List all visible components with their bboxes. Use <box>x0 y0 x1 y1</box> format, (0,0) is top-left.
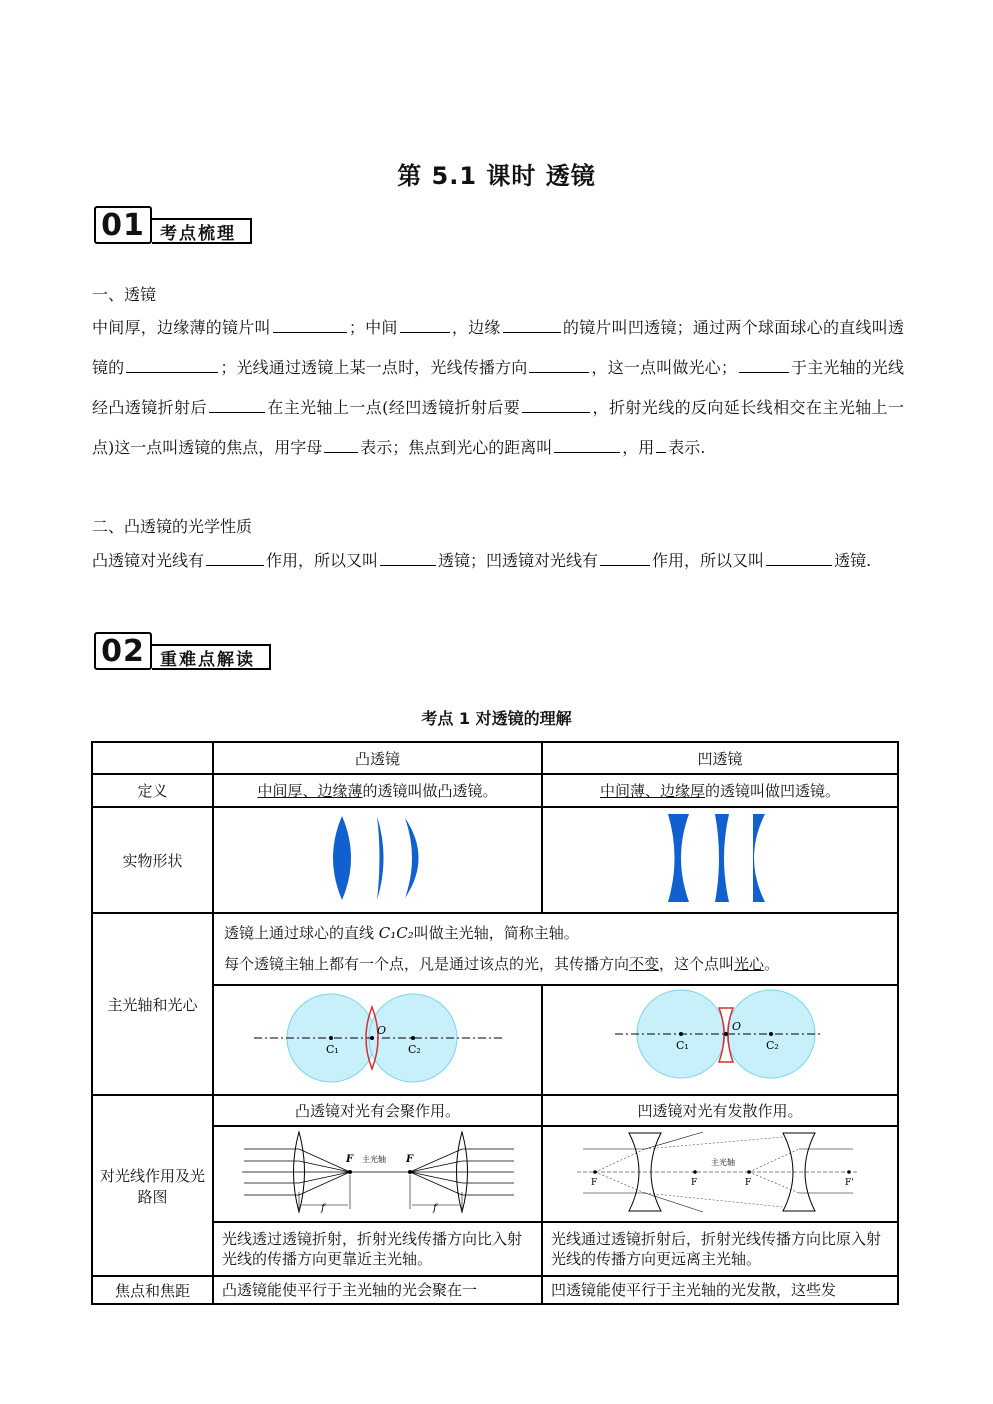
part2-paragraph <box>92 541 904 581</box>
concave-lens-shapes-icon <box>543 808 899 908</box>
label-c1: C₁ <box>326 1043 339 1056</box>
underlined-term: 光心 <box>734 955 765 973</box>
label-f-focus: F <box>346 1154 354 1165</box>
text: ，这一点叫做光心； <box>591 358 737 377</box>
axis-line-2 <box>224 949 887 980</box>
c1c2-symbol: C₁C₂ <box>378 924 414 942</box>
label-f: F <box>691 1178 698 1188</box>
label-f-length: f <box>433 1203 437 1214</box>
label-f: F <box>745 1178 752 1188</box>
table-row-light-top <box>92 1095 898 1126</box>
label-main-axis: 主光轴 <box>362 1155 386 1164</box>
table-row-light-bottom <box>92 1222 898 1276</box>
table-header-row <box>92 742 898 774</box>
section-badge-2 <box>94 628 271 670</box>
text: 透镜；凹透镜对光线有 <box>438 551 599 570</box>
blank[interactable] <box>739 354 789 373</box>
label-f-prime: F' <box>845 1178 854 1188</box>
text: 凸透镜对光线有 <box>92 551 205 570</box>
table-title: 考点 1 对透镜的理解 <box>421 709 572 728</box>
concave-shapes <box>542 807 898 913</box>
blank[interactable] <box>324 434 358 453</box>
blank[interactable] <box>766 547 832 566</box>
blank[interactable] <box>400 314 450 333</box>
text: 中间厚，边缘薄的镜片叫 <box>92 318 271 337</box>
text: ；光线通过透镜上某一点时，光线传播方向 <box>220 358 528 377</box>
concave-ray-diagram <box>542 1126 898 1222</box>
convex-shapes <box>213 807 542 913</box>
lens-table <box>91 741 899 1305</box>
text: ，这个点叫 <box>659 955 735 973</box>
blank[interactable] <box>554 434 620 453</box>
axis-line-1 <box>224 918 887 949</box>
table-row-shape <box>92 807 898 913</box>
section-label: 考点梳理 <box>152 218 252 244</box>
concave-effect: 凹透镜对光有发散作用。 <box>542 1095 898 1126</box>
concave-definition <box>542 774 898 807</box>
concave-explanation: 光线通过透镜折射后，折射光线传播方向比原入射光线的传播方向更远离主光轴。 <box>542 1222 898 1276</box>
convex-effect: 凸透镜对光有会聚作用。 <box>213 1095 542 1126</box>
part1-heading: 一、透镜 <box>92 285 157 304</box>
blank[interactable] <box>126 354 218 373</box>
text: 表示. <box>668 438 706 457</box>
page-title: 第 5.1 课时 透镜 <box>397 162 596 190</box>
text: 透镜上通过球心的直线 <box>224 924 379 942</box>
section-number: 01 <box>94 206 152 244</box>
table-row-light-diagram <box>92 1126 898 1222</box>
text: ；中间 <box>348 318 398 337</box>
table-row-definition <box>92 774 898 807</box>
underlined-term: 中间薄、边缘厚 <box>599 782 705 800</box>
label-c2: C₂ <box>408 1043 421 1056</box>
table-row-axis-diagrams <box>92 985 898 1095</box>
section-number: 02 <box>94 632 152 670</box>
text: ，边缘 <box>451 318 501 337</box>
label-c1: C₁ <box>676 1039 689 1052</box>
concave-axis-diagram <box>542 985 898 1095</box>
row-label: 定义 <box>92 774 213 807</box>
part2-heading: 二、凸透镜的光学性质 <box>92 517 253 536</box>
section-badge-1 <box>94 202 252 244</box>
text: 表示；焦点到光心的距离叫 <box>360 438 553 457</box>
blank[interactable] <box>600 547 650 566</box>
table-row-axis-text <box>92 913 898 985</box>
text: 的透镜叫做凸透镜。 <box>362 782 498 800</box>
label-o: O <box>732 1020 742 1033</box>
text: 的透镜叫做凹透镜。 <box>705 782 841 800</box>
label-c2: C₂ <box>766 1039 779 1052</box>
header-convex: 凸透镜 <box>213 742 542 774</box>
text: 作用，所以又叫 <box>652 551 765 570</box>
concave-ray-diagram-icon <box>543 1127 899 1217</box>
blank[interactable] <box>380 547 436 566</box>
convex-ray-diagram <box>213 1126 542 1222</box>
text: ，用 <box>622 438 655 457</box>
convex-spheres-diagram-icon <box>214 986 543 1090</box>
text: 叫做主光轴，简称主轴。 <box>413 924 579 942</box>
blank[interactable] <box>273 314 347 333</box>
text: 在主光轴上一点(经凹透镜折射后要 <box>266 398 521 417</box>
convex-lens-shapes-icon <box>214 808 543 908</box>
blank[interactable] <box>529 354 589 373</box>
header-empty <box>92 742 213 774</box>
row-label: 对光线作用及光路图 <box>92 1095 213 1276</box>
label-o: O <box>377 1024 387 1037</box>
label-f: F <box>591 1178 598 1188</box>
text: 每个透镜主轴上都有一个点，凡是通过该点的光，其传播方向 <box>224 955 630 973</box>
convex-ray-diagram-icon <box>214 1127 543 1217</box>
blank[interactable] <box>206 547 264 566</box>
blank[interactable] <box>522 394 590 413</box>
concave-focus: 凹透镜能使平行于主光轴的光发散，这些发 <box>542 1276 898 1304</box>
row-label: 焦点和焦距 <box>92 1276 213 1304</box>
row-label: 实物形状 <box>92 807 213 913</box>
label-main-axis: 主光轴 <box>711 1158 735 1167</box>
blank[interactable] <box>656 434 666 453</box>
text: 的镜片叫凹透镜；通过两个球面球心的直线叫透镜的 <box>92 318 904 377</box>
text: 于主光轴的光线经凸透镜折射后 <box>92 358 904 417</box>
text: ，折射光线的反向延长线相交在主光轴上一点)这一点叫透镜的焦点，用字母 <box>92 398 904 457</box>
text: 透镜. <box>834 551 872 570</box>
convex-focus: 凸透镜能使平行于主光轴的光会聚在一 <box>213 1276 542 1304</box>
text: 作用，所以又叫 <box>266 551 379 570</box>
underlined-term: 不变 <box>629 955 660 973</box>
label-f-focus: F <box>406 1154 414 1165</box>
label-f-length: f <box>321 1203 325 1214</box>
part1-paragraph <box>92 308 904 468</box>
concave-spheres-diagram-icon <box>543 986 899 1090</box>
section-label: 重难点解读 <box>152 644 271 670</box>
axis-description <box>213 913 898 985</box>
underlined-term: 中间厚、边缘薄 <box>257 782 363 800</box>
header-concave: 凹透镜 <box>542 742 898 774</box>
convex-explanation: 光线透过透镜折射，折射光线传播方向比入射光线的传播方向更靠近主光轴。 <box>213 1222 542 1276</box>
blank[interactable] <box>503 314 561 333</box>
table-row-focus <box>92 1276 898 1304</box>
blank[interactable] <box>209 394 265 413</box>
convex-definition <box>213 774 542 807</box>
convex-axis-diagram <box>213 985 542 1095</box>
text: 。 <box>764 955 780 973</box>
row-label: 主光轴和光心 <box>92 913 213 1095</box>
